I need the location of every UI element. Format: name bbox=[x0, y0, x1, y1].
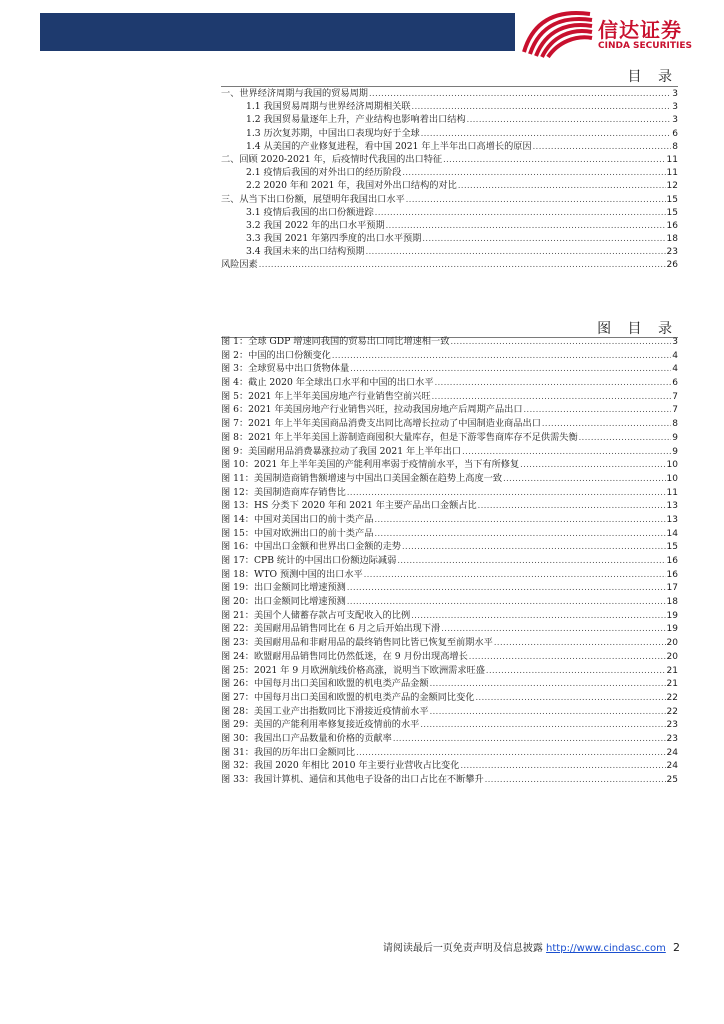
figure-entry-label: 图 16：中国出口金额和世界出口金额的走势 bbox=[221, 541, 401, 553]
toc-entry-label: 一、世界经济周期与我国的贸易周期 bbox=[221, 88, 368, 99]
figure-entry[interactable] bbox=[221, 431, 678, 445]
dot-leader bbox=[259, 258, 666, 271]
toc-entry[interactable] bbox=[221, 258, 678, 271]
page-footer bbox=[383, 939, 680, 954]
figure-entry[interactable] bbox=[221, 773, 678, 787]
toc-entry-page: 26 bbox=[666, 260, 678, 271]
toc-entry-label: 3.4 我国未来的出口结构预期 bbox=[246, 246, 365, 258]
footer-disclaimer: 请阅读最后一页免责声明及信息披露 bbox=[382, 943, 543, 954]
toc-entry-label: 1.3 历次复苏期，中国出口表现均好于全球 bbox=[246, 127, 420, 139]
dot-leader bbox=[406, 193, 666, 206]
logo-text-cn: 信达证券 bbox=[598, 18, 682, 42]
figure-entry-label: 图 25：2021 年 9 月欧洲航线价格高涨，说明当下欧洲需求旺盛 bbox=[221, 664, 485, 676]
toc-entry[interactable] bbox=[221, 206, 678, 219]
dot-leader bbox=[542, 417, 671, 431]
dot-leader bbox=[375, 206, 666, 219]
figure-entry[interactable] bbox=[221, 445, 678, 459]
figure-entry[interactable] bbox=[221, 718, 678, 732]
toc-list bbox=[221, 87, 678, 272]
toc-entry-page: 16 bbox=[666, 220, 678, 231]
figure-entry[interactable] bbox=[221, 664, 678, 678]
figure-entry-page: 23 bbox=[666, 733, 678, 744]
dot-leader bbox=[422, 232, 665, 245]
dot-leader bbox=[412, 100, 672, 113]
figure-entry[interactable] bbox=[221, 527, 678, 541]
dot-leader bbox=[402, 540, 666, 554]
dot-leader bbox=[486, 664, 666, 678]
figure-entry-page: 13 bbox=[666, 514, 678, 525]
dot-leader bbox=[350, 362, 671, 376]
toc-entry-page: 23 bbox=[666, 247, 678, 258]
figure-entry-page: 6 bbox=[672, 378, 678, 389]
figure-entry[interactable] bbox=[221, 362, 678, 376]
toc-entry-label: 3.1 疫情后我国的出口份额进踪 bbox=[246, 206, 374, 218]
figure-entry-label: 图 9：美国耐用品消费暴涨拉动了我国 2021 年上半年出口 bbox=[221, 445, 462, 457]
figure-entry-label: 图 21：美国个人储蓄存款占可支配收入的比例 bbox=[221, 609, 411, 621]
toc-entry-label: 2.1 疫情后我国的对外出口的经历阶段 bbox=[246, 167, 402, 179]
figure-entry-label: 图 15：中国对欧洲出口的前十类产品 bbox=[221, 527, 374, 539]
toc-entry-page: 3 bbox=[672, 115, 678, 126]
dot-leader bbox=[469, 650, 666, 664]
figure-entry-label: 图 10：2021 年上半年美国的产能利用率弱于疫情前水平，当下有所修复 bbox=[221, 459, 520, 471]
dot-leader bbox=[462, 445, 671, 459]
dot-leader bbox=[432, 390, 672, 404]
figure-entry[interactable] bbox=[221, 732, 678, 746]
toc-entry-page: 12 bbox=[666, 181, 678, 192]
figure-entry-label: 图 28：美国工业产出指数同比下滑接近疫情前水平 bbox=[221, 705, 429, 717]
toc-entry-label: 二、回顾 2020-2021 年，后疫情时代我国的出口特征 bbox=[221, 153, 443, 165]
dot-leader bbox=[397, 554, 665, 568]
figure-entry[interactable] bbox=[221, 705, 678, 719]
figure-entry[interactable] bbox=[221, 554, 678, 568]
footer-link[interactable]: http://www.cindasc.com bbox=[546, 943, 666, 954]
toc-entry[interactable] bbox=[221, 127, 678, 140]
toc-entry-label: 三、从当下出口份额，展望明年我国出口水平 bbox=[221, 193, 405, 205]
figure-entry-label: 图 33：我国计算机、通信和其他电子设备的出口占比在不断攀升 bbox=[221, 774, 484, 785]
toc-entry-label: 1.4 从美国的产业修复进程，看中国 2021 年上半年出口高增长的原因 bbox=[246, 140, 532, 152]
figure-entry-label: 图 12：美国制造商库存销售比 bbox=[221, 486, 346, 498]
dot-leader bbox=[366, 245, 666, 258]
figure-entry[interactable] bbox=[221, 403, 678, 417]
dot-leader bbox=[356, 746, 665, 760]
toc-entry-page: 3 bbox=[672, 89, 678, 99]
dot-leader bbox=[374, 513, 665, 527]
toc-entry-page: 11 bbox=[666, 154, 678, 165]
figure-entry[interactable] bbox=[221, 650, 678, 664]
dot-leader bbox=[386, 219, 666, 232]
dot-leader bbox=[441, 622, 665, 636]
figure-entry-page: 19 bbox=[666, 610, 678, 621]
figure-entry-label: 图 24：欧盟耐用品销售同比仍然低迷，在 9 月份出现高增长 bbox=[221, 650, 468, 662]
dot-leader bbox=[485, 773, 666, 787]
figure-entry[interactable] bbox=[221, 636, 678, 650]
figure-entry[interactable] bbox=[221, 759, 678, 773]
figure-entry-label: 图 13：HS 分类下 2020 年和 2021 年主要产品出口金额占比 bbox=[221, 500, 477, 512]
figure-entry[interactable] bbox=[221, 417, 678, 431]
dot-leader bbox=[420, 718, 665, 732]
dot-leader bbox=[450, 335, 671, 349]
toc-entry-page: 18 bbox=[666, 234, 678, 245]
logo-text-en: CINDA SECURITIES bbox=[598, 41, 692, 51]
figure-entry-page: 21 bbox=[666, 665, 678, 676]
dot-leader bbox=[374, 527, 665, 541]
toc-entry[interactable] bbox=[221, 179, 678, 192]
figure-entry-page: 14 bbox=[666, 528, 678, 539]
figure-entry[interactable] bbox=[221, 390, 678, 404]
toc-entry-label: 2.2 2020 年和 2021 年，我国对外出口结构的对比 bbox=[246, 180, 457, 192]
figure-entry[interactable] bbox=[221, 609, 678, 623]
toc-entry-label: 3.3 我国 2021 年第四季度的出口水平预期 bbox=[246, 233, 422, 245]
figure-entry-label: 图 6：2021 年美国房地产行业销售兴旺，拉动我国房地产后周期产品出口 bbox=[221, 404, 523, 416]
figure-entry-page: 25 bbox=[666, 775, 678, 785]
dot-leader bbox=[369, 87, 671, 100]
figure-entry-page: 15 bbox=[666, 542, 678, 553]
figure-entry-page: 21 bbox=[666, 679, 678, 690]
figure-entry-page: 10 bbox=[666, 473, 678, 484]
dot-leader bbox=[467, 113, 672, 126]
toc-entry-page: 11 bbox=[666, 168, 678, 179]
figure-entry-label: 图 32：我国 2020 年相比 2010 年主要行业营收占比变化 bbox=[221, 760, 460, 772]
dot-leader bbox=[430, 677, 666, 691]
figure-entry-page: 9 bbox=[672, 432, 678, 443]
figure-entry[interactable] bbox=[221, 458, 678, 472]
figure-entry[interactable] bbox=[221, 595, 678, 609]
figure-entry[interactable] bbox=[221, 622, 678, 636]
figure-entry-label: 图 8：2021 年上半年美国上游制造商囤积大量库存，但是下游零售商库存不足供需失衡 bbox=[221, 431, 578, 443]
figure-entry-page: 7 bbox=[672, 405, 678, 416]
figure-entry-label: 图 30：我国出口产品数量和价格的贡献率 bbox=[221, 732, 392, 744]
figure-entry-page: 4 bbox=[672, 350, 678, 361]
dot-leader bbox=[579, 431, 672, 445]
figure-entry-label: 图 4：截止 2020 年全球出口水平和中国的出口水平 bbox=[221, 377, 434, 389]
figure-entry-page: 11 bbox=[666, 487, 678, 498]
figure-entry-label: 图 7：2021 年上半年美国商品消费支出同比高增长拉动了中国制造业商品出口 bbox=[221, 418, 541, 430]
figure-entry-label: 图 17：CPB 统计的中国出口份额边际减弱 bbox=[221, 555, 397, 566]
toc-title: 目 录 bbox=[627, 69, 678, 85]
toc-entry-page: 3 bbox=[672, 102, 678, 113]
dot-leader bbox=[393, 732, 666, 746]
dot-leader bbox=[402, 166, 665, 179]
figure-entry-page: 4 bbox=[672, 364, 678, 375]
figure-entry-label: 图 14：中国对美国出口的前十类产品 bbox=[221, 513, 374, 525]
figure-entry-page: 16 bbox=[666, 556, 678, 566]
header-band bbox=[40, 13, 515, 51]
figure-entry[interactable] bbox=[221, 499, 678, 513]
figure-entry-page: 8 bbox=[672, 419, 678, 430]
figure-entry-label: 图 18：WTO 预测中国的出口水平 bbox=[221, 568, 363, 580]
figure-entry-label: 图 5：2021 年上半年美国房地产行业销售空前兴旺 bbox=[221, 390, 431, 402]
figure-entry-page: 24 bbox=[666, 747, 678, 758]
figure-entry-label: 图 2：中国的出口份额变化 bbox=[221, 349, 331, 361]
dot-leader bbox=[430, 705, 666, 719]
dot-leader bbox=[411, 609, 665, 623]
figure-entry-label: 图 3：全球贸易中出口货物体量 bbox=[221, 363, 350, 375]
figure-entry[interactable] bbox=[221, 568, 678, 582]
figure-entry-page: 7 bbox=[672, 391, 678, 402]
figure-entry[interactable] bbox=[221, 349, 678, 363]
figure-entry-page: 20 bbox=[666, 638, 678, 649]
figure-entry[interactable] bbox=[221, 581, 678, 595]
toc-entry-label: 3.2 我国 2022 年的出口水平预期 bbox=[246, 219, 385, 231]
figure-entry-label: 图 19：出口金额同比增速预测 bbox=[221, 582, 346, 594]
dot-leader bbox=[524, 403, 672, 417]
figure-entry-label: 图 1：全球 GDP 增速同我国的贸易出口同比增速相一致 bbox=[221, 336, 450, 347]
dot-leader bbox=[421, 127, 672, 140]
figure-entry-label: 图 22：美国耐用品销售同比在 6 月之后开始出现下滑 bbox=[221, 623, 441, 635]
figure-entry-page: 10 bbox=[666, 460, 678, 471]
figure-entry-page: 24 bbox=[666, 761, 678, 772]
figure-entry-page: 3 bbox=[672, 337, 678, 347]
page-number: 2 bbox=[673, 941, 680, 954]
dot-leader bbox=[460, 759, 665, 773]
figure-entry[interactable] bbox=[221, 513, 678, 527]
figure-entry-page: 17 bbox=[666, 583, 678, 594]
toc-entry[interactable] bbox=[221, 153, 678, 166]
dot-leader bbox=[503, 472, 665, 486]
dot-leader bbox=[332, 349, 671, 363]
figure-entry-label: 图 29：美国的产能利用率修复接近疫情前的水平 bbox=[221, 719, 420, 731]
dot-leader bbox=[364, 568, 666, 582]
figure-entry-page: 9 bbox=[672, 446, 678, 457]
figure-entry[interactable] bbox=[221, 746, 678, 760]
dot-leader bbox=[347, 595, 666, 609]
toc-entry-label: 风险因素 bbox=[221, 259, 258, 271]
toc-entry[interactable] bbox=[221, 166, 678, 179]
figure-entry-label: 图 11：美国制造商销售额增速与中国出口美国金额在趋势上高度一致 bbox=[221, 472, 503, 484]
figure-entry-label: 图 27：中国每月出口美国和欧盟的机电类产品的金额同比变化 bbox=[221, 691, 475, 703]
figures-list bbox=[221, 335, 678, 787]
toc-entry[interactable] bbox=[221, 100, 678, 113]
figure-entry-label: 图 20：出口金额同比增速预测 bbox=[221, 596, 346, 608]
toc-entry[interactable] bbox=[221, 113, 678, 126]
figure-entry-page: 13 bbox=[666, 501, 678, 512]
figure-entry-page: 22 bbox=[666, 706, 678, 717]
figure-entry-page: 20 bbox=[666, 651, 678, 662]
toc-entry[interactable] bbox=[221, 219, 678, 232]
toc-entry[interactable] bbox=[221, 193, 678, 206]
figure-entry[interactable] bbox=[221, 376, 678, 390]
toc-entry[interactable] bbox=[221, 245, 678, 258]
dot-leader bbox=[476, 691, 666, 705]
figure-entry-label: 图 31：我国的历年出口金额同比 bbox=[221, 746, 356, 758]
dot-leader bbox=[347, 581, 666, 595]
dot-leader bbox=[533, 140, 672, 153]
toc-entry-label: 1.1 我国贸易周期与世界经济周期相关联 bbox=[246, 101, 411, 113]
dot-leader bbox=[458, 179, 666, 192]
cinda-logo bbox=[520, 8, 710, 58]
dot-leader bbox=[435, 376, 672, 390]
dot-leader bbox=[494, 636, 666, 650]
figure-entry[interactable] bbox=[221, 540, 678, 554]
dot-leader bbox=[443, 153, 665, 166]
cinda-logo-icon bbox=[520, 8, 594, 58]
figure-entry[interactable] bbox=[221, 335, 678, 349]
toc-entry-page: 15 bbox=[666, 207, 678, 218]
dot-leader bbox=[478, 499, 666, 513]
toc-entry-page: 8 bbox=[672, 141, 678, 152]
toc-entry-label: 1.2 我国贸易量逐年上升，产业结构也影响着出口结构 bbox=[246, 114, 466, 126]
figure-entry-page: 16 bbox=[666, 569, 678, 580]
figure-entry[interactable] bbox=[221, 691, 678, 705]
toc-entry[interactable] bbox=[221, 87, 678, 100]
dot-leader bbox=[520, 458, 665, 472]
figure-entry[interactable] bbox=[221, 486, 678, 500]
figure-entry-page: 23 bbox=[666, 720, 678, 731]
toc-entry[interactable] bbox=[221, 140, 678, 153]
toc-entry[interactable] bbox=[221, 232, 678, 245]
figure-entry-page: 18 bbox=[666, 597, 678, 608]
figure-entry-page: 19 bbox=[666, 624, 678, 635]
figure-entry-page: 22 bbox=[666, 692, 678, 703]
figure-entry[interactable] bbox=[221, 472, 678, 486]
figures-title: 图 目 录 bbox=[597, 321, 678, 337]
figure-entry[interactable] bbox=[221, 677, 678, 691]
toc-entry-page: 6 bbox=[672, 128, 678, 139]
toc-entry-page: 15 bbox=[666, 194, 678, 205]
figure-entry-label: 图 26：中国每月出口美国和欧盟的机电类产品金额 bbox=[221, 678, 429, 690]
figure-entry-label: 图 23：美国耐用品和非耐用品的最终销售同比皆已恢复至前期水平 bbox=[221, 637, 493, 649]
dot-leader bbox=[347, 486, 666, 500]
